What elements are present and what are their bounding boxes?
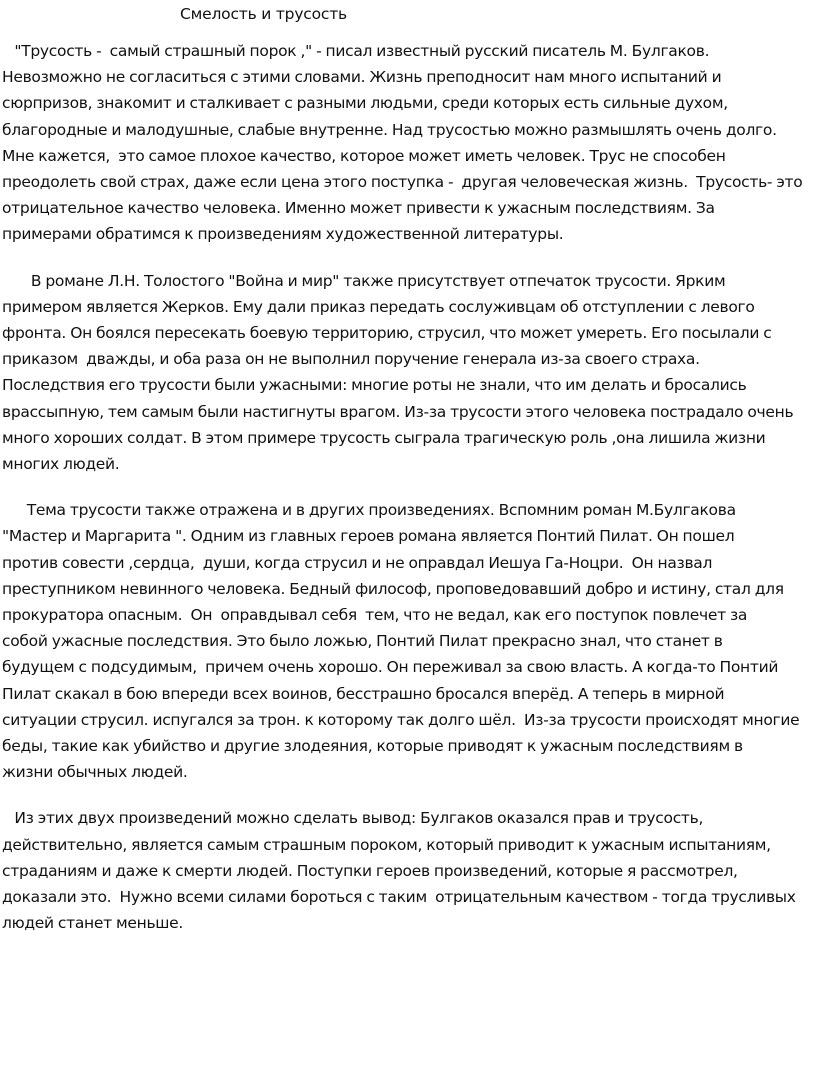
paragraph-3 (2, 497, 812, 785)
paragraph-line: примером является Жерков. Ему дали приказ передать сослуживцам об отступлении с левого (2, 297, 755, 316)
paragraph-1 (2, 38, 812, 248)
paragraph-line: Мне кажется, это самое плохое качество, которое может иметь человек. Трус не способен (2, 146, 726, 165)
paragraph-line: действительно, является самым страшным пороком, который приводит к ужасным испытаниям, (2, 835, 771, 854)
paragraph-line: фронта. Он боялся пересекать боевую территорию, струсил, что может умереть. Его посылали с (2, 324, 772, 343)
paragraph-line: беды, такие как убийство и другие злодеяния, которые приводят к ужасным последствиям в (2, 737, 743, 756)
paragraph-line: Из этих двух произведений можно сделать вывод: Булгаков оказался прав и трусость, (2, 809, 704, 828)
paragraph-line: доказали это. Нужно всеми силами бороться с таким отрицательным качеством - тогда трусливых (2, 888, 796, 907)
paragraph-line: страданиям и даже к смерти людей. Поступки героев произведений, которые я рассмотрел, (2, 861, 738, 880)
paragraph-4 (2, 805, 812, 936)
paragraph-line: врассыпную, тем самым были настигнуты врагом. Из-за трусости этого человека пострадало очень (2, 402, 794, 421)
paragraph-line: Невозможно не согласиться с этими словами. Жизнь преподносит нам много испытаний и (2, 68, 722, 87)
paragraph-line: Последствия его трусости были ужасными: многие роты не знали, что им делать и бросались (2, 376, 747, 395)
paragraph-line: преступником невинного человека. Бедный философ, проповедовавший добро и истину, стал для (2, 579, 784, 598)
paragraph-line: благородные и малодушные, слабые внутренне. Над трусостью можно размышлять очень долго. (2, 120, 777, 139)
paragraph-line: Пилат скакал в бою впереди всех воинов, бесстрашно бросался вперёд. А теперь в мирной (2, 684, 725, 703)
paragraph-line: многих людей. (2, 455, 120, 474)
document-title: Смелость и трусость (180, 5, 347, 23)
paragraph-line: преодолеть свой страх, даже если цена этого поступка - другая человеческая жизнь. Трусость- это (2, 173, 803, 192)
paragraph-line: "Трусость - самый страшный порок ," - писал известный русский писатель М. Булгаков. (2, 42, 710, 60)
paragraph-line: "Мастер и Маргарита ". Одним из главных героев романа является Понтий Пилат. Он пошел (2, 527, 735, 546)
paragraph-line: жизни обычных людей. (2, 763, 188, 782)
paragraph-line: сюрпризов, знакомит и сталкивает с разными людьми, среди которых есть сильные духом, (2, 94, 728, 113)
paragraph-line: много хороших солдат. В этом примере трусость сыграла трагическую роль ,она лишила жизни (2, 428, 766, 447)
paragraph-line: людей станет меньше. (2, 914, 184, 933)
paragraph-line: отрицательное качество человека. Именно может привести к ужасным последствиям. За (2, 199, 715, 218)
paragraph-line: будущем с подсудимым, причем очень хорошо. Он переживал за свою власть. А когда-то Понтий (2, 658, 779, 677)
paragraph-line: приказом дважды, и оба раза он не выполнил поручение генерала из-за своего страха. (2, 350, 700, 369)
paragraph-line: против совести ,сердца, души, когда струсил и не оправдал Иешуа Га-Ноцри. Он назвал (2, 553, 713, 572)
paragraph-line: В романе Л.Н. Толостого "Война и мир" также присутствует отпечаток трусости. Ярким (2, 271, 726, 290)
paragraph-line: прокуратора опасным. Он оправдывал себя тем, что не ведал, как его поступок повлечет за (2, 606, 748, 625)
paragraph-line: ситуации струсил. испугался за трон. к которому так долго шёл. Из-за трусости происходят многие (2, 710, 800, 729)
paragraph-line: Тема трусости также отражена и в других произведениях. Вспомним роман М.Булгакова (2, 501, 736, 520)
paragraph-line: собой ужасные последствия. Это было ложью, Понтий Пилат прекрасно знал, что станет в (2, 632, 723, 651)
paragraph-line: примерами обратимся к произведениям художественной литературы. (2, 225, 564, 244)
paragraph-2 (2, 268, 812, 478)
